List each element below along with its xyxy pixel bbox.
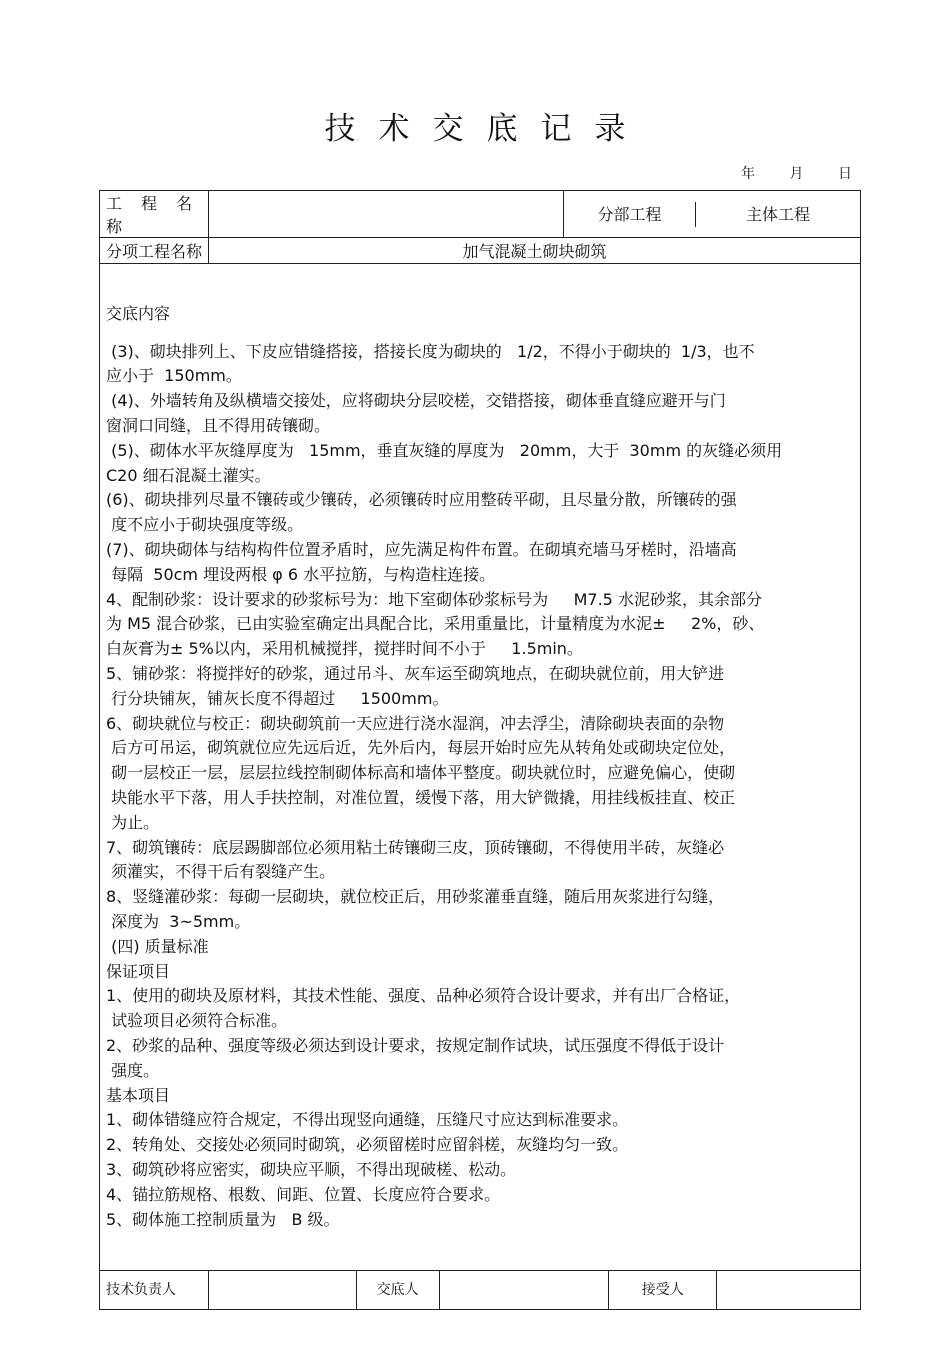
content-line: 6、砌块就位与校正：砌块砌筑前一天应进行浇水湿润，冲去浮尘，清除砌块表面的杂物 <box>106 713 725 733</box>
subitem-label: 分项工程名称 <box>100 238 209 264</box>
content-line: 须灌实，不得干后有裂缝产生。 <box>106 862 336 882</box>
subitem-row <box>100 238 861 264</box>
briefer-field[interactable] <box>440 1271 610 1309</box>
content-line: (4)、外墙转角及纵横墙交接处，应将砌块分层咬槎，交错搭接，砌体垂直缝应避开与门 <box>106 391 726 411</box>
tech-lead-field[interactable] <box>209 1271 357 1309</box>
content-line: 窗洞口同缝，且不得用砖镶砌。 <box>106 416 331 436</box>
content-line: 块能水平下落，用人手扶控制，对准位置，缓慢下落，用大铲微撬，用挂线板挂直、校正 <box>106 788 736 807</box>
content-line: 应小于 150mm。 <box>106 366 242 386</box>
signature-row <box>100 1271 861 1310</box>
content-line: 砌一层校正一层，层层拉线控制砌体标高和墙体平整度。砌块就位时，应避免偏心，使砌 <box>106 763 736 783</box>
content-line: 基本项目 <box>106 1085 171 1105</box>
content-line: 为 M5 混合砂浆，已由实验室确定出具配合比，采用重量比，计量精度为水泥± 2%，砂、 <box>106 614 765 634</box>
content-line: 试验项目必须符合标准。 <box>106 1011 288 1031</box>
content-label: 交底内容 <box>106 303 171 323</box>
content-line: C20 细石混凝土灌实。 <box>106 465 271 485</box>
content-line: 8、竖缝灌砂浆：每砌一层砌块，就位校正后，用砂浆灌垂直缝，随后用灰浆进行勾缝， <box>106 887 725 907</box>
content-line: 3、砌筑砂将应密实，砌块应平顺，不得出现破槎、松动。 <box>106 1159 517 1179</box>
signature-strip <box>100 1271 860 1309</box>
tech-lead-label: 技术负责人 <box>100 1271 209 1309</box>
content-line: 5、铺砂浆：将搅拌好的砂浆，通过吊斗、灰车运至砌筑地点，在砌块就位前，用大铲进 <box>106 664 725 684</box>
content-cell <box>100 264 861 1271</box>
content-line: 深度为 3~5mm。 <box>106 911 251 931</box>
content-line: 为止。 <box>106 812 160 832</box>
division-label: 分部工程 <box>564 202 696 227</box>
project-name-value <box>209 191 564 238</box>
division-value: 主体工程 <box>746 204 811 224</box>
content-line: 行分块铺灰，铺灰长度不得超过 1500mm。 <box>106 688 449 708</box>
content-line: 5、砌体施工控制质量为 B 级。 <box>106 1209 340 1229</box>
content-line: (5)、砌体水平灰缝厚度为 15mm，垂直灰缝的厚度为 20mm，大于 30mm 的灰缝必须用 <box>106 440 783 460</box>
date-month: 月 <box>789 166 804 182</box>
content-line: 保证项目 <box>106 961 171 981</box>
content-line: 7、砌筑镶砖：底层踢脚部位必须用粘土砖镶砌三皮，顶砖镶砌，不得使用半砖，灰缝必 <box>106 837 725 857</box>
date-day: 日 <box>838 166 852 182</box>
content-line: 强度。 <box>106 1060 160 1080</box>
content-line: 1、使用的砌块及原材料，其技术性能、强度、品种必须符合设计要求，并有出厂合格证， <box>106 986 741 1006</box>
content-line: 2、砂浆的品种、强度等级必须达到设计要求，按规定制作试块，试压强度不得低于设计 <box>106 1035 725 1055</box>
content-line: (3)、砌块排列上、下皮应错缝搭接，搭接长度为砌块的 1/2，不得小于砌块的 1/3，也不 <box>106 341 755 361</box>
content-line: 度不应小于砌块强度等级。 <box>106 515 304 535</box>
content-line: (7)、砌块砌体与结构构件位置矛盾时，应先满足构件布置。在砌填充墙马牙槎时，沿墙高 <box>106 540 737 560</box>
date-line <box>711 163 852 183</box>
content-line: (6)、砌块排列尽量不镶砖或少镶砖，必须镶砖时应用整砖平砌，且尽量分散，所镶砖的强 <box>106 490 737 510</box>
content-line: 4、配制砂浆：设计要求的砂浆标号为：地下室砌体砂浆标号为 M7.5 水泥砂浆，其余部分 <box>106 589 762 609</box>
content-line: (四) 质量标准 <box>106 936 209 956</box>
document-title: 技术交底记录 <box>324 111 649 147</box>
content-row <box>100 264 861 1271</box>
project-row <box>100 191 861 238</box>
date-year: 年 <box>741 166 756 182</box>
content-body <box>106 340 854 1233</box>
content-line: 后方可吊运，砌筑就位应先远后近，先外后内，每层开始时应先从转角处或砌块定位处， <box>106 738 736 758</box>
project-name-label: 工 程 名 称 <box>100 191 209 238</box>
receiver-label: 接受人 <box>609 1271 717 1309</box>
content-line: 2、转角处、交接处必须同时砌筑，必须留槎时应留斜槎，灰缝均匀一致。 <box>106 1135 629 1155</box>
record-table <box>99 190 861 1310</box>
subitem-value: 加气混凝土砌块砌筑 <box>209 238 861 264</box>
briefer-label: 交底人 <box>357 1271 440 1309</box>
content-line: 每隔 50cm 埋设两根 φ 6 水平拉筋，与构造柱连接。 <box>106 564 496 584</box>
receiver-field[interactable] <box>717 1271 860 1309</box>
content-line: 4、锚拉筋规格、根数、间距、位置、长度应符合要求。 <box>106 1184 501 1204</box>
content-line: 白灰膏为± 5%以内，采用机械搅拌，搅拌时间不小于 1.5min。 <box>106 639 583 659</box>
content-line: 1、砌体错缝应符合规定，不得出现竖向通缝，压缝尺寸应达到标准要求。 <box>106 1110 629 1130</box>
